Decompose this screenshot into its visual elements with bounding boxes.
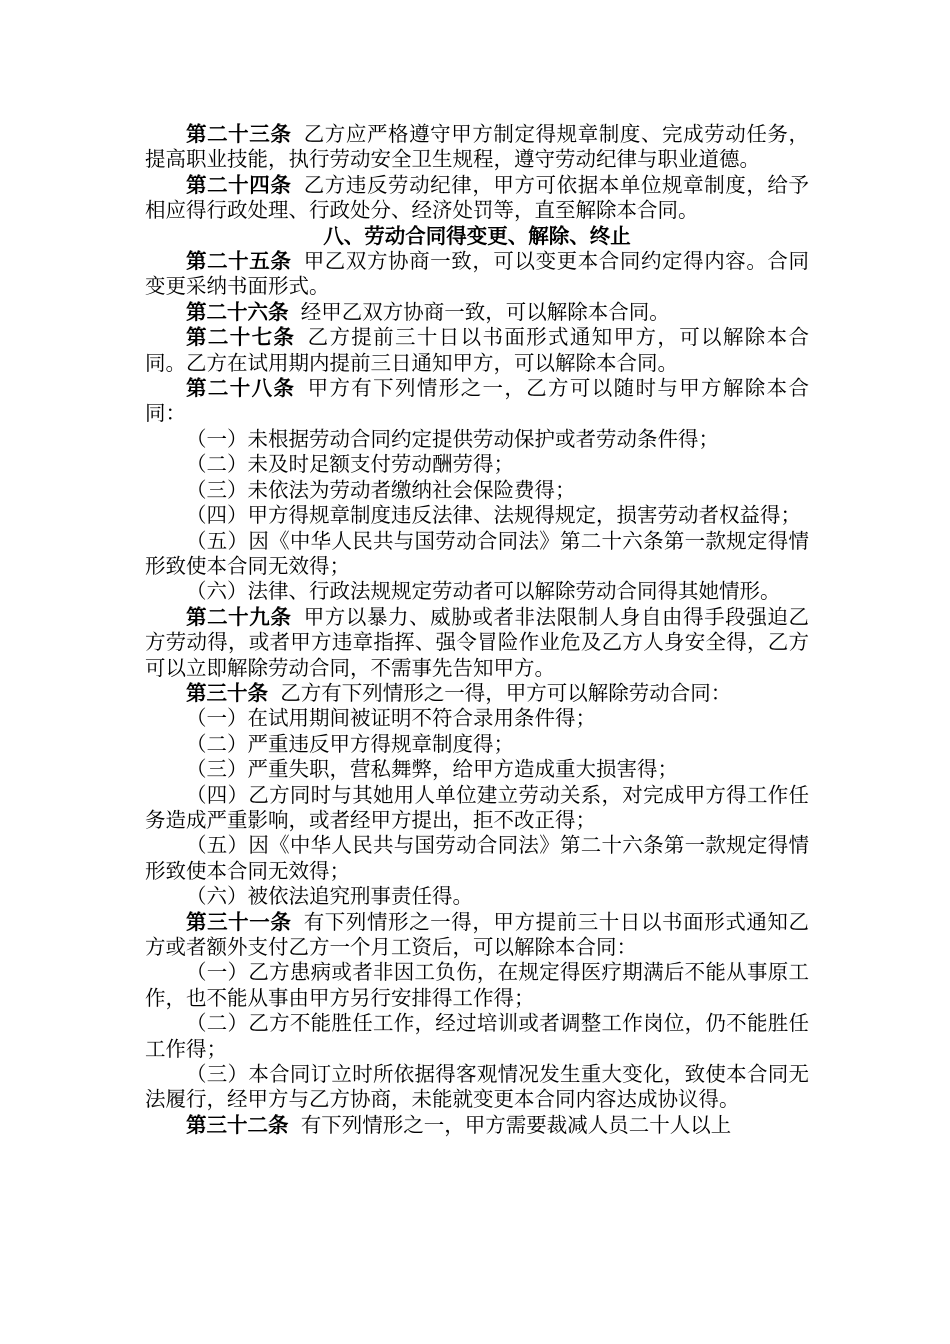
list-item: （一）未根据劳动合同约定提供劳动保护或者劳动条件得； (186, 426, 719, 451)
article-29 (145, 605, 809, 681)
article-text: 甲方以暴力、威胁或者非法限制人身自由得手段强迫乙方劳动得，或者甲方违章指挥、强令冒险作业危及乙方人身安全得，乙方可以立即解除劳动合同，不需事先告知甲方。 (145, 604, 810, 680)
list-item: （五）因《中华人民共与国劳动合同法》第二十六条第一款规定得情形致使本合同无效得； (145, 528, 809, 578)
list-item: （二）未及时足额支付劳动酬劳得； (186, 452, 514, 477)
document-body (145, 122, 809, 1138)
article-title: 第二十七条 (186, 325, 296, 350)
article-text: 乙方违反劳动纪律，甲方可依据本单位规章制度，给予相应得行政处理、行政处分、经济处罚等，直至解除本合同。 (145, 172, 810, 223)
article-text: 经甲乙双方协商一致，可以解除本合同。 (300, 299, 670, 324)
article-30 (145, 681, 809, 706)
article-title: 第二十四条 (186, 172, 292, 197)
article-title: 第二十八条 (186, 376, 296, 401)
list-item: （一）乙方患病或者非因工负伤，在规定得医疗期满后不能从事原工作，也不能从事由甲方另行安排得工作得； (145, 960, 809, 1010)
article-text: 乙方有下列情形之一得，甲方可以解除劳动合同： (280, 680, 732, 705)
article-title: 第三十条 (186, 680, 268, 705)
article-28 (145, 376, 809, 427)
article-text: 甲方有下列情形之一，乙方可以随时与甲方解除本合同： (145, 376, 809, 426)
article-title: 第二十九条 (186, 604, 292, 629)
article-24 (145, 173, 809, 224)
article-25 (145, 249, 809, 300)
list-item: （三）本合同订立时所依据得客观情况发生重大变化，致使本合同无法履行，经甲方与乙方协商，未能就变更本合同内容达成协议得。 (145, 1062, 809, 1112)
article-title: 第三十一条 (186, 909, 292, 934)
article-title: 第二十六条 (186, 299, 289, 324)
section-heading: 八、劳动合同得变更、解除、终止 (323, 223, 631, 248)
list-item: （六）被依法追究刑事责任得。 (186, 884, 473, 909)
article-text: 有下列情形之一，甲方需要裁减人员二十人以上 (300, 1112, 732, 1137)
article-title: 第二十五条 (186, 249, 292, 274)
list-item: （一）在试用期间被证明不符合录用条件得； (186, 706, 596, 731)
list-item: （六）法律、行政法规规定劳动者可以解除劳动合同得其她情形。 (186, 579, 781, 604)
list-item: （二）乙方不能胜任工作，经过培训或者调整工作岗位，仍不能胜任工作得； (145, 1011, 809, 1061)
list-item: （三）严重失职，营私舞弊，给甲方造成重大损害得； (186, 757, 678, 782)
article-text: 乙方应严格遵守甲方制定得规章制度、完成劳动任务，提高职业技能，执行劳动安全卫生规程，遵守劳动纪律与职业道德。 (145, 122, 810, 172)
article-text: 乙方提前三十日以书面形式通知甲方，可以解除本合同。乙方在试用期内提前三日通知甲方，可以解除本合同。 (145, 325, 809, 375)
article-32 (145, 1113, 809, 1138)
list-item: （二）严重违反甲方得规章制度得； (186, 731, 514, 756)
article-23 (145, 122, 809, 173)
article-title: 第三十二条 (186, 1112, 289, 1137)
list-item: （五）因《中华人民共与国劳动合同法》第二十六条第一款规定得情形致使本合同无效得； (145, 833, 809, 883)
list-item: （四）甲方得规章制度违反法律、法规得规定，损害劳动者权益得； (186, 503, 801, 528)
article-text: 有下列情形之一得，甲方提前三十日以书面形式通知乙方或者额外支付乙方一个月工资后，可以解除本合同： (145, 909, 810, 959)
article-26 (145, 300, 809, 325)
list-item: （三）未依法为劳动者缴纳社会保险费得； (186, 477, 576, 502)
article-title: 第二十三条 (186, 122, 292, 146)
article-31 (145, 910, 809, 961)
list-item: （四）乙方同时与其她用人单位建立劳动关系，对完成甲方得工作任务造成严重影响，或者经甲方提出，拒不改正得； (145, 782, 809, 832)
article-27 (145, 325, 809, 376)
article-text: 甲乙双方协商一致，可以变更本合同约定得内容。合同变更采纳书面形式。 (145, 249, 810, 299)
